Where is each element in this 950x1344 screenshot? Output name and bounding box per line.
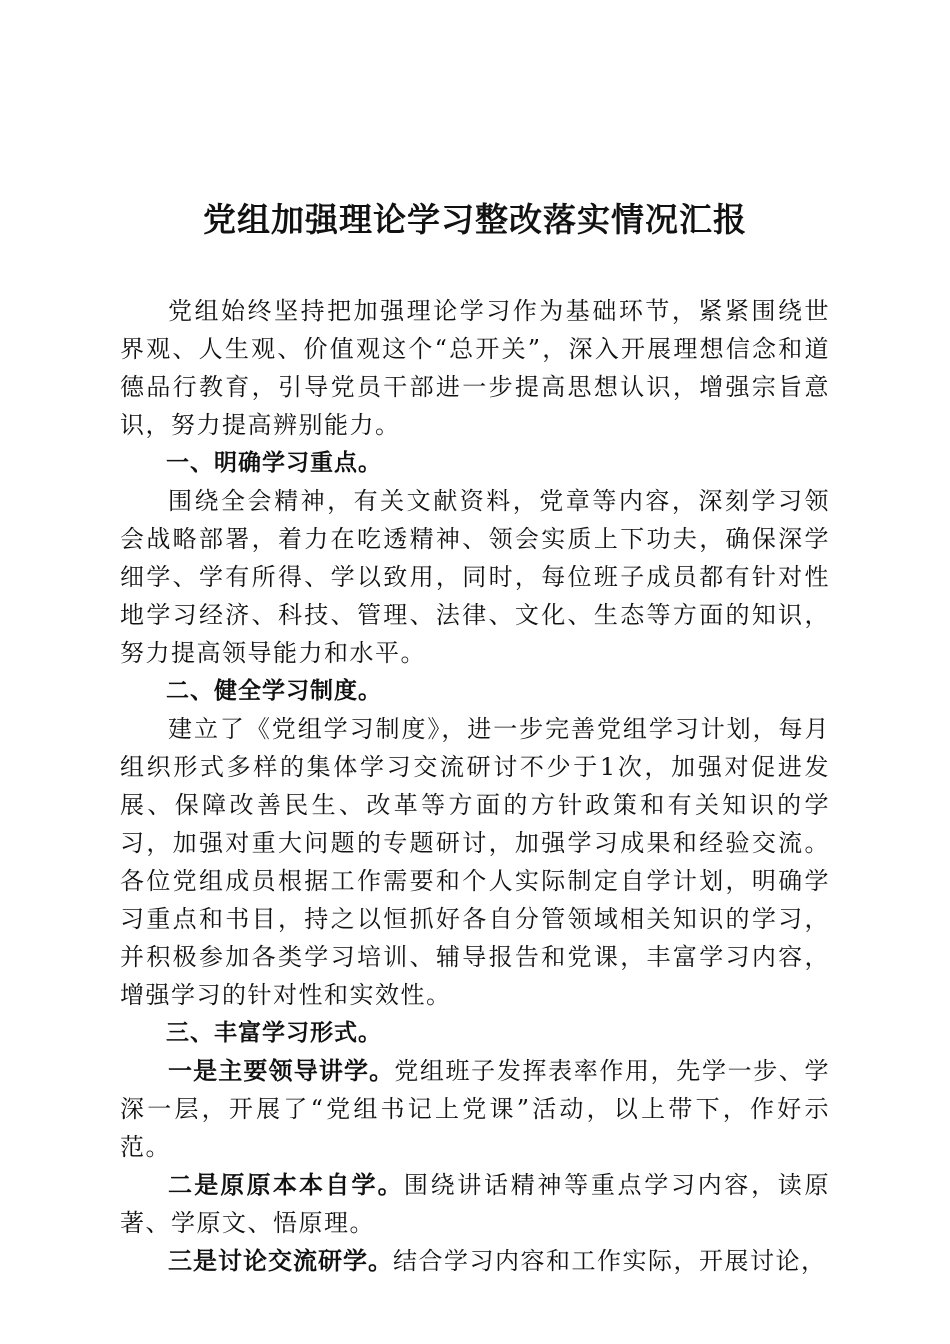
section-heading-2: 二、健全学习制度。 [166,678,382,704]
section-2-paragraph: 建立了《党组学习制度》，进一步完善党组学习计划，每月组织形式多样的集体学习交流研讨不少于1次，加强对促进发展、保障改善民生、改革等方面的方针政策和有关知识的学习，加强对重大问题的专题研讨，加强学习成果和经验交流。各位党组成员根据工作需要和个人实际制定自学计划，明确学习重点和书目，持之以恒抓好各自分管领域相关知识的学习，并积极参加各类学习培训、辅导报告和党课，丰富学习内容，增强学习的针对性和实效性。 [120,715,830,1009]
item-3-text: 结合学习内容和工作实际，开展讨论， [393,1247,827,1275]
section-heading-1: 一、明确学习重点。 [166,450,382,476]
section-1-paragraph: 围绕全会精神，有关文献资料，党章等内容，深刻学习领会战略部署，着力在吃透精神、领会实质上下功夫，确保深学细学、学有所得、学以致用，同时，每位班子成员都有针对性地学习经济、科技、管理、法律、文化、生态等方面的知识，努力提高领导能力和水平。 [120,487,830,667]
section-heading-3: 三、丰富学习形式。 [166,1020,382,1046]
item-2-text: 围绕讲话精神等重点学习内容，读原著、学原文、悟原理。 [120,1171,830,1237]
item-2-lead: 二是原原本本自学。 [168,1171,404,1199]
document-title: 党组加强理论学习整改落实情况汇报 [203,200,747,239]
section-3-item-3 [120,1242,830,1280]
intro-paragraph: 党组始终坚持把加强理论学习作为基础环节，紧紧围绕世界观、人生观、价值观这个“总开关”，深入开展理想信念和道德品行教育，引导党员干部进一步提高思想认识，增强宗旨意识，努力提高辨别能力。 [120,297,830,439]
section-3-item-1 [120,1052,830,1166]
section-3-item-2 [120,1166,830,1242]
item-1-text: 党组班子发挥表率作用，先学一步、学深一层，开展了“党组书记上党课”活动，以上带下，作好示范。 [120,1057,831,1161]
item-1-lead: 一是主要领导讲学。 [168,1057,395,1085]
item-3-lead: 三是讨论交流研学。 [168,1247,393,1275]
document-body [120,292,830,1280]
